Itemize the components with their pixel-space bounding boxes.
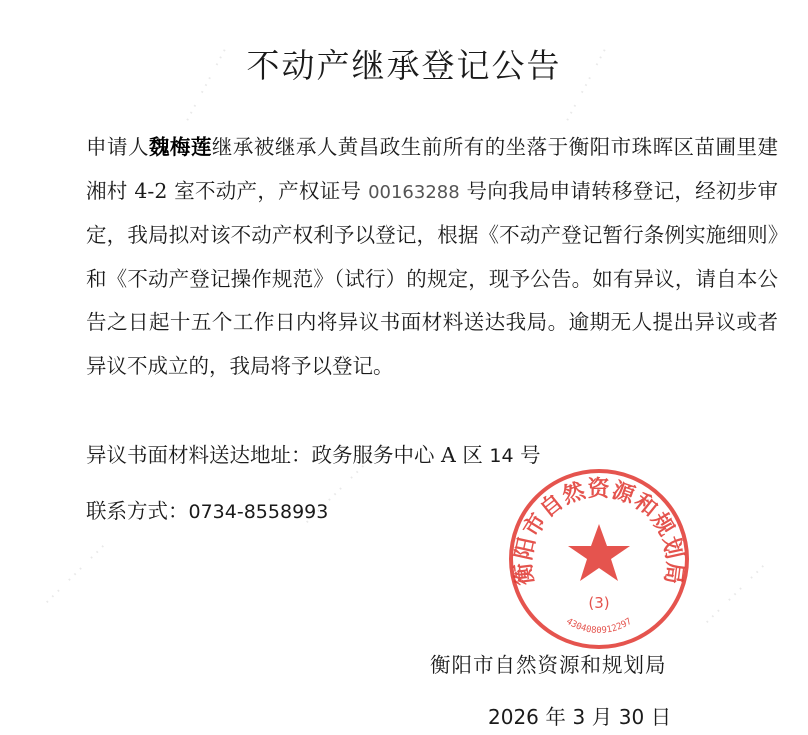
- body-text-start: 申请人: [86, 135, 149, 159]
- document-title: 不动产继承登记公告: [246, 46, 562, 86]
- objection-address: 异议书面材料送达地址：政务服务中心 A 区 14 号: [86, 443, 541, 467]
- applicant-name: 魏梅莲: [148, 135, 212, 159]
- watermark: ··· ··· ···: [180, 43, 234, 128]
- watermark: ··· ··· ···: [40, 539, 112, 611]
- announcement-body: [86, 126, 778, 388]
- seal-center-mark: (3): [588, 594, 610, 612]
- svg-text:4304080912297: [564, 617, 634, 636]
- seal-serial: 4304080912297: [564, 616, 634, 636]
- body-text-middle: 继承被继承人黄昌政生前所有的坐落于衡阳市珠晖区苗圃里建湘村 4-2 室不动产，产权证号: [86, 135, 778, 203]
- contact-info: 联系方式：0734-8558993: [86, 499, 329, 523]
- seal-ring-text: 衡阳市自然资源和规划局: [510, 476, 688, 587]
- body-text-end: 号向我局申请转移登记，经初步审定，我局拟对该不动产权利予以登记，根据《不动产登记暂行条例实施细则》和《不动产登记操作规范》（试行）的规定，现予公告。如有异议，请自本公告之日起十五个工作日内将异议书面材料送达我局。逾期无人提出异议或者异议不成立的，我局将予以登记。: [86, 178, 779, 378]
- issuing-agency: 衡阳市自然资源和规划局: [430, 653, 667, 677]
- certificate-number: 00163288: [368, 181, 460, 203]
- seal-star-icon: [568, 524, 630, 581]
- watermark: ··· ··· ···: [560, 43, 614, 128]
- watermark: ··· ··· ···: [300, 459, 372, 531]
- issue-date: 2026 年 3 月 30 日: [488, 705, 672, 729]
- official-seal: [506, 466, 692, 652]
- watermark: ··· ··· ···: [700, 559, 772, 631]
- contact-phone: 0734-8558993: [188, 501, 329, 523]
